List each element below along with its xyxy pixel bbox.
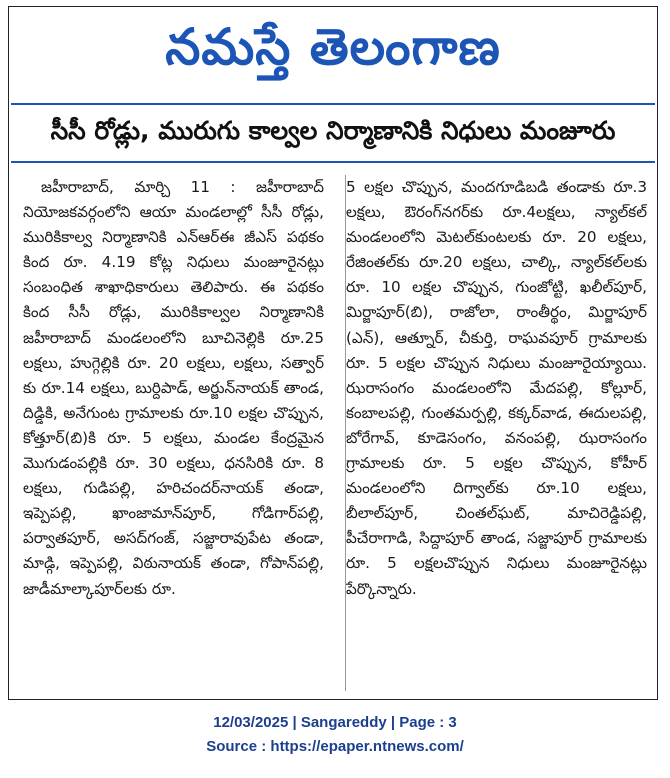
article-column-right bbox=[346, 175, 647, 691]
headline-top-rule bbox=[11, 103, 655, 105]
article-paragraph: జహీరాబాద్, మార్చి 11 : జహీరాబాద్ నియోజకవర్గంలోని ఆయా మండలాల్లో సీసీ రోడ్లు, మురికికాల్వ నిర్మాణానికి ఎన్ఆర్ఈ జీఎస్ పథకం కింద రూ. 4.19 కోట్ల నిధులు మంజూరైనట్లు సంబంధిత శాఖాధికారులు తెలిపారు. ఈ పథకం కింద సీసీ రోడ్లు, మురికికాల్వల నిర్మాణానికి జహీరాబాద్ మండలంలోని బూచినెల్లికి రూ.25 లక్షలు, హుగ్గెల్లికి రూ. 20 లక్షలు, లక్షలు, సత్వార్ కు రూ.14 లక్షలు, బుర్దిపాడ్, అర్జున్‌నాయక్ తాండ, దిడ్డికి, అనేగుంట గ్రామాలకు రూ.10 లక్షల చొప్పున, కోత్తూర్(బి)కి రూ. 5 లక్షలు, మండల కేంద్రమైన మొగుడంపల్లికి రూ. 30 లక్షలు, ధనసిరికి రూ. 8 లక్షలు, గుడిపల్లి, హరిచందర్‌నాయక్ తండా, ఇప్పెపల్లి, ఖాంజామాన్‌పూర్, గోడిగార్‌పల్లి, పర్వాతపూర్, అసద్‌గంజ్, సజ్జారావుపేట తండా, మాడ్గి, ఇప్పెపల్లి, విఠునాయక్ తండా, గోపాన్‌పల్లి, జాడీమాల్కాపూర్‌లకు రూ. bbox=[23, 178, 324, 598]
headline-bottom-rule bbox=[11, 161, 655, 163]
article-body bbox=[23, 175, 647, 691]
masthead-title: నమస్తే తెలంగాణ bbox=[165, 17, 501, 76]
news-clipping bbox=[8, 6, 658, 700]
column-divider bbox=[345, 175, 346, 691]
footer-date-page: 12/03/2025 | Sangareddy | Page : 3 bbox=[213, 714, 457, 731]
masthead bbox=[9, 7, 657, 99]
headline: సీసీ రోడ్లు, మురుగు కాల్వల నిర్మాణానికి నిధులు మంజూరు bbox=[50, 116, 616, 145]
article-column-left bbox=[23, 175, 324, 691]
article-paragraph: 5 లక్షల చొప్పున, మందగూడిబడి తండాకు రూ.3 లక్షలు, ఔరంగ్‌నగర్‌కు రూ.4లక్షలు, న్యాల్‌కల్ మండలంలోని మెటల్‌కుంటలకు రూ. 20 లక్షలు, రేజింతల్‌కు రూ.20 లక్షలు, చాల్కి, న్యాల్‌కల్‌లకు రూ. 10 లక్షల చొప్పున, గుంజోట్టి, ఖలీల్‌పూర్, మిర్జాపూర్(బి), రాజోలా, రాంతీర్థం, మిర్జాపూర్ (ఎన్), ఆత్నూర్, చీకుర్తి, రాఘవపూర్ గ్రామాలకు రూ. 5 లక్షల చొప్పున నిధులు మంజూరైయ్యాయి. ఝరాసంగం మండలంలోని మేదపల్లి, కోల్లూర్, కంబాలపల్లి, గుంతమర్పల్లి, కక్కర్‌వాడ, ఈదులపల్లి, బోరేగావ్, కూడెసంగం, వనంపల్లి, ఝరాసంగం గ్రామాలకు రూ. 5 లక్షల చొప్పున, కోహీర్ మండలంలోని దిగ్వాల్‌కు రూ.10 లక్షలు, బీలాల్‌పూర్, చింతల్‌ఘట్, మాచిరెడ్డిపల్లి, పీచేరాగాడి, సిద్దాపూర్ తాండ, సజ్జాపూర్ గ్రామాలకు రూ. 5 లక్షలచొప్పున నిధులు మంజూరైనట్లు పేర్కొన్నారు. bbox=[346, 178, 647, 598]
footer-source: Source : https://epaper.ntnews.com/ bbox=[206, 738, 464, 755]
